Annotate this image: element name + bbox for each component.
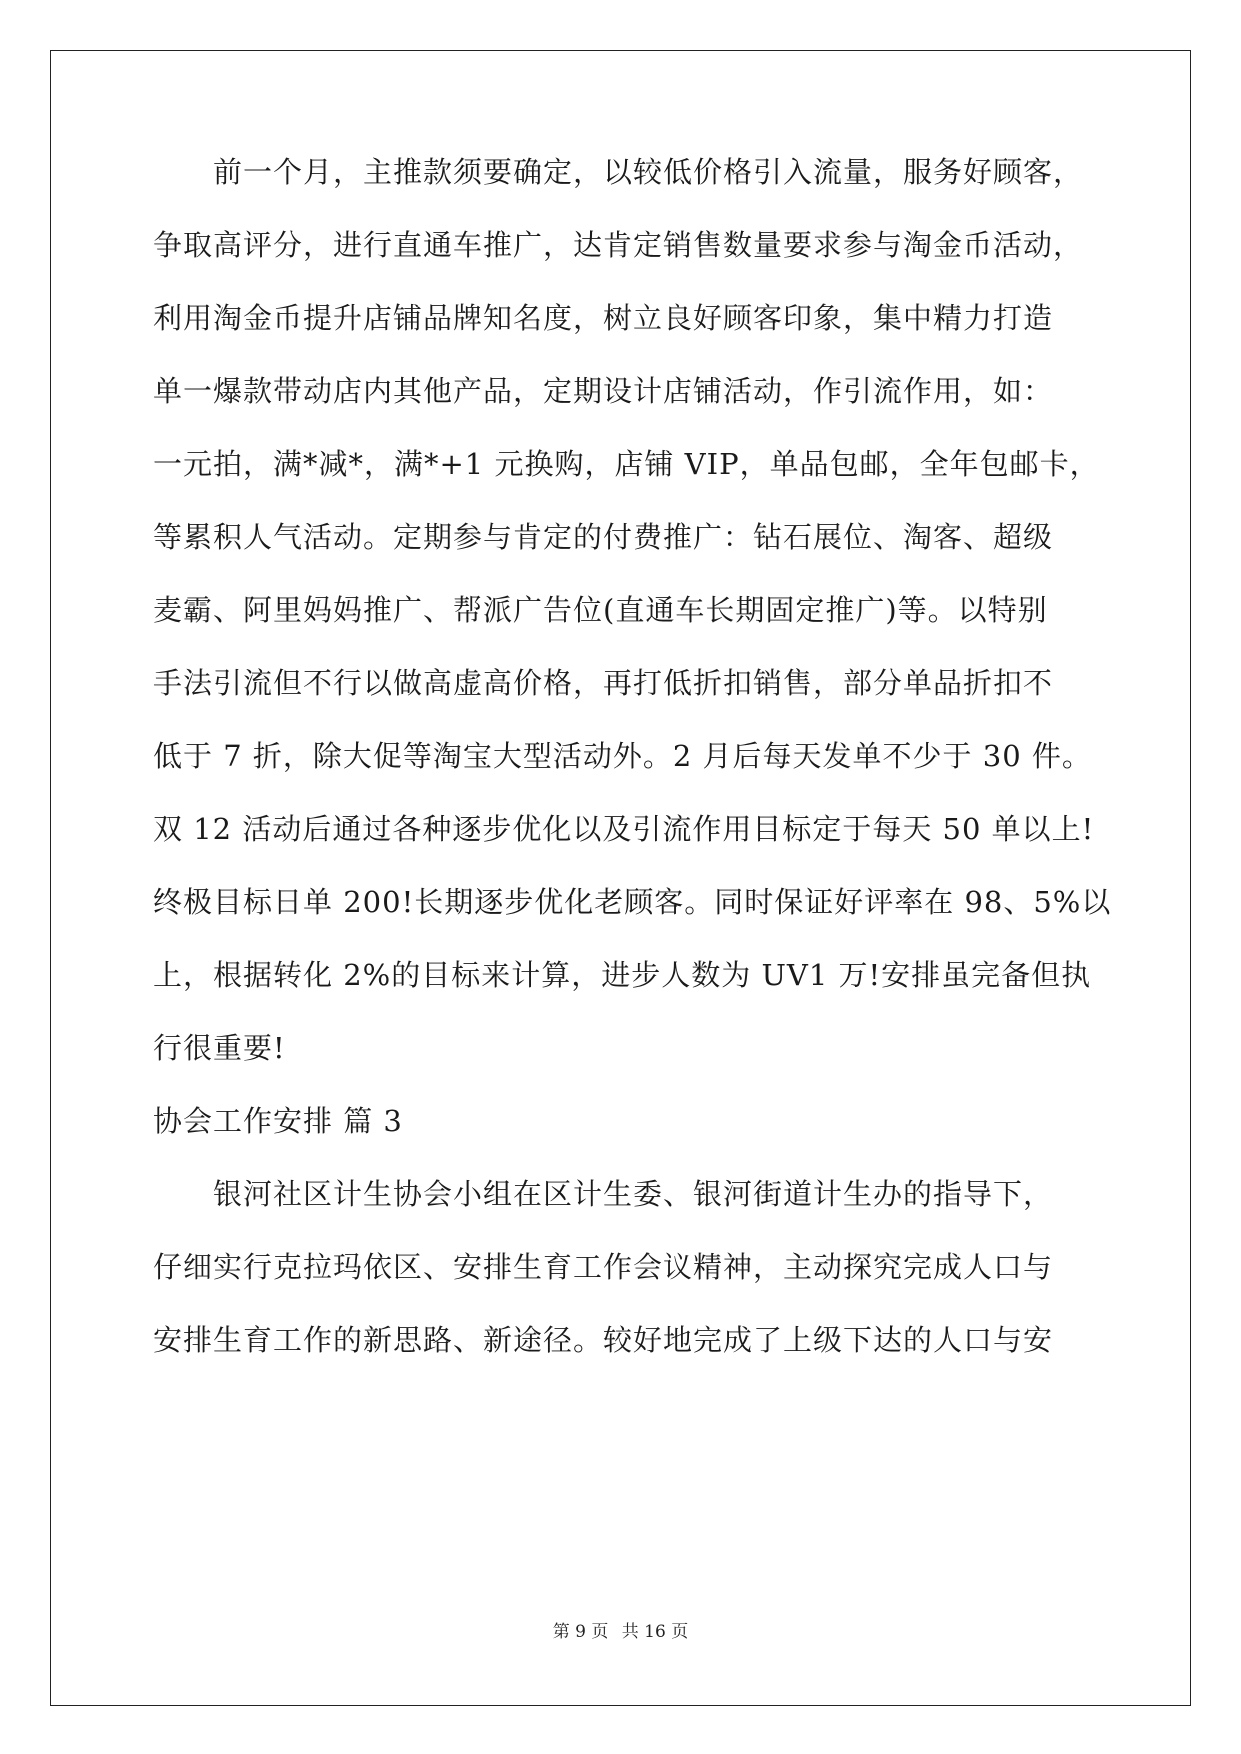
paragraph-line: 一元拍，满*减*，满*+1 元换购，店铺 VIP，单品包邮，全年包邮卡， — [153, 447, 1100, 481]
page-number: 第 9 页 — [552, 1622, 609, 1642]
paragraph-line: 终极目标日单 200!长期逐步优化老顾客。同时保证好评率在 98、5%以 — [153, 885, 1112, 919]
paragraph-line: 麦霸、阿里妈妈推广、帮派广告位(直通车长期固定推广)等。以特别 — [153, 593, 1048, 627]
paragraph-line: 银河社区计生协会小组在区计生委、银河街道计生办的指导下， — [213, 1177, 1054, 1211]
paragraph-line: 争取高评分，进行直通车推广，达肯定销售数量要求参与淘金币活动， — [153, 228, 1084, 262]
paragraph-line: 仔细实行克拉玛依区、安排生育工作会议精神，主动探究完成人口与 — [153, 1250, 1054, 1284]
paragraph-line: 低于 7 折，除大促等淘宝大型活动外。2 月后每天发单不少于 30 件。 — [153, 739, 1092, 773]
paragraph-line: 利用淘金币提升店铺品牌知名度，树立良好顾客印象，集中精力打造 — [153, 301, 1054, 335]
paragraph-line: 手法引流但不行以做高虚高价格，再打低折扣销售，部分单品折扣不 — [153, 666, 1054, 700]
section-heading: 协会工作安排 篇 3 — [153, 1104, 403, 1138]
paragraph-line: 行很重要! — [153, 1031, 286, 1065]
paragraph-line: 上，根据转化 2%的目标来计算，进步人数为 UV1 万!安排虽完备但执 — [153, 958, 1092, 992]
paragraph-line: 单一爆款带动店内其他产品，定期设计店铺活动，作引流作用，如： — [153, 374, 1054, 408]
paragraph-line: 等累积人气活动。定期参与肯定的付费推广：钻石展位、淘客、超级 — [153, 520, 1054, 554]
page-footer — [0, 1620, 1241, 1644]
paragraph-line: 前一个月，主推款须要确定，以较低价格引入流量，服务好顾客， — [213, 155, 1084, 189]
paragraph-line: 安排生育工作的新思路、新途径。较好地完成了上级下达的人口与安 — [153, 1323, 1054, 1357]
page-total: 共 16 页 — [621, 1622, 689, 1642]
paragraph-line: 双 12 活动后通过各种逐步优化以及引流作用目标定于每天 50 单以上! — [153, 812, 1095, 846]
